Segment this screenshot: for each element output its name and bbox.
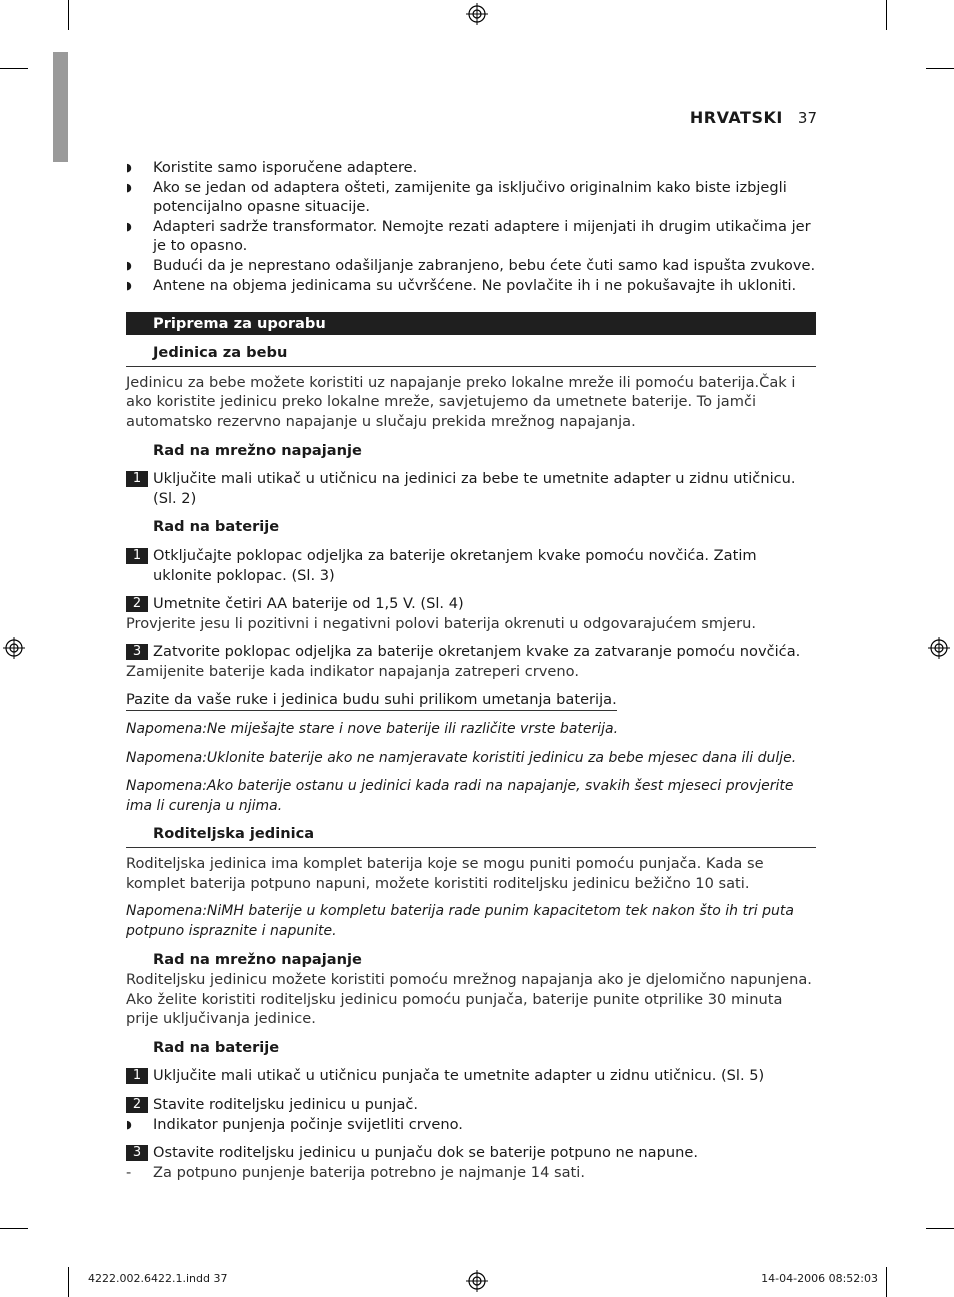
note: Napomena:Uklonite baterije ako ne namjeravate koristiti jedinicu za bebe mjesec dana ili dulje.: [126, 749, 797, 766]
warning-text: Pazite da vaše ruke i jedinica budu suhi prilikom umetanja baterija.: [126, 690, 617, 711]
crop-mark: [886, 1267, 887, 1297]
section-title: Priprema za uporabu: [126, 312, 816, 335]
step-number: 2: [126, 1097, 148, 1113]
footer-filename: 4222.002.6422.1.indd 37: [88, 1272, 228, 1285]
registration-mark-icon: [928, 637, 950, 659]
list-item: ◗ Budući da je neprestano odašiljanje zabranjeno, bebu ćete čuti samo kad ispušta zvukove.: [126, 256, 816, 274]
crop-mark: [886, 0, 887, 30]
crop-mark: [0, 68, 28, 69]
language-side-tab: [53, 52, 68, 162]
step: 1 Otključajte poklopac odjeljka za baterije okretanjem kvake pomoću novčića. Zatim uklonite poklopac. (Sl. 3): [126, 546, 816, 585]
registration-mark-icon: [466, 3, 488, 25]
heading: Rad na baterije: [153, 1038, 280, 1056]
bullet-icon: ◗: [126, 258, 132, 272]
step: 1 Uključite mali utikač u utičnicu na jedinici za bebe te umetnite adapter u zidnu utičnicu. (Sl. 2): [126, 469, 816, 508]
step-number: 2: [126, 596, 148, 612]
paragraph: Jedinicu za bebe možete koristiti uz napajanje preko lokalne mreže ili pomoću baterija.Čak i ako koristite jedinicu preko lokalne mreže, savjetujemo da umetnete baterije. To jamči automatsko rezervno napajanje u slučaju prekida mrežnog napajanja.: [126, 373, 796, 430]
crop-mark: [926, 68, 954, 69]
list-item: ◗ Ako se jedan od adaptera ošteti, zamijenite ga isključivo originalnim kako biste izbjegli potencijalno opasne situacije.: [126, 178, 787, 216]
heading: Rad na mrežno napajanje: [153, 951, 362, 969]
step-number: 1: [126, 471, 148, 487]
language-title: HRVATSKI: [689, 108, 783, 127]
step: 1 Uključite mali utikač u utičnicu punjača te umetnite adapter u zidnu utičnicu. (Sl. 5): [126, 1066, 816, 1086]
list-item: ◗ Indikator punjenja počinje svijetliti crveno.: [126, 1115, 463, 1133]
footer-timestamp: 14-04-2006 08:52:03: [761, 1272, 878, 1285]
bullet-icon: ◗: [126, 1117, 132, 1131]
page-number: 37: [797, 109, 817, 127]
bullet-icon: ◗: [126, 161, 132, 174]
heading: Rad na mrežno napajanje: [153, 441, 362, 459]
list-item: ◗ Antene na objema jedinicama su učvršćene. Ne povlačite ih i ne pokušavajte ih ukloniti.: [126, 276, 797, 294]
page-content: [126, 158, 816, 1182]
step-number: 1: [126, 1068, 148, 1084]
step: 2 Stavite roditeljsku jedinicu u punjač.: [126, 1095, 816, 1115]
crop-mark: [0, 1228, 28, 1229]
crop-mark: [926, 1228, 954, 1229]
step: 3 Zatvorite poklopac odjeljka za baterije okretanjem kvake za zatvaranje pomoću novčića.: [126, 642, 816, 662]
bullet-icon: ◗: [126, 180, 132, 194]
list-item: - Za potpuno punjenje baterija potrebno je najmanje 14 sati.: [126, 1163, 585, 1181]
note: Napomena:Ne miješajte stare i nove baterije ili različite vrste baterija.: [126, 721, 619, 738]
registration-mark-icon: [466, 1270, 488, 1292]
note: Napomena:Ako baterije ostanu u jedinici kada radi na napajanje, svakih šest mjeseci provjerite ima li curenja u njima.: [126, 778, 794, 814]
subsection-title: Roditeljska jedinica: [126, 824, 816, 848]
paragraph: Roditeljsku jedinicu možete koristiti pomoću mrežnog napajanja ako je djelomično napunjena. Ako želite koristiti roditeljsku jedinicu pomoću punjača, baterije punite otprilike 30 minuta prije uključivanja jedinice.: [126, 971, 812, 1028]
step-number: 3: [126, 1145, 148, 1161]
paragraph: Roditeljska jedinica ima komplet baterija koje se mogu puniti pomoću punjača. Kada se komplet baterija potpuno napuni, možete koristiti roditeljsku jedinicu bežično 10 sati.: [126, 855, 764, 892]
heading: Rad na baterije: [153, 518, 280, 536]
note: Napomena:NiMH baterije u kompletu baterija rade punim kapacitetom tek nakon što ih tri puta potpuno ispraznite i napunite.: [126, 903, 794, 939]
page-header: [690, 108, 817, 127]
subsection-title: Jedinica za bebu: [126, 343, 816, 367]
paragraph: Provjerite jesu li pozitivni i negativni polovi baterija okrenuti u odgovarajućem smjeru.: [126, 614, 756, 632]
crop-mark: [68, 1267, 69, 1297]
list-item: ◗ Adapteri sadrže transformator. Nemojte rezati adaptere i mijenjati ih drugim utikačima jer je to opasno.: [126, 217, 811, 255]
step: 2 Umetnite četiri AA baterije od 1,5 V. (Sl. 4): [126, 594, 816, 614]
bullet-icon: ◗: [126, 278, 132, 292]
registration-mark-icon: [3, 637, 25, 659]
bullet-icon: ◗: [126, 219, 132, 233]
list-item: ◗ Koristite samo isporučene adaptere.: [126, 159, 418, 176]
step: 3 Ostavite roditeljsku jedinicu u punjaču dok se baterije potpuno ne napune.: [126, 1143, 816, 1163]
step-number: 3: [126, 644, 148, 660]
dash-marker: -: [126, 1163, 132, 1181]
paragraph: Zamijenite baterije kada indikator napajanja zatreperi crveno.: [126, 662, 579, 680]
step-number: 1: [126, 548, 148, 564]
crop-mark: [68, 0, 69, 30]
